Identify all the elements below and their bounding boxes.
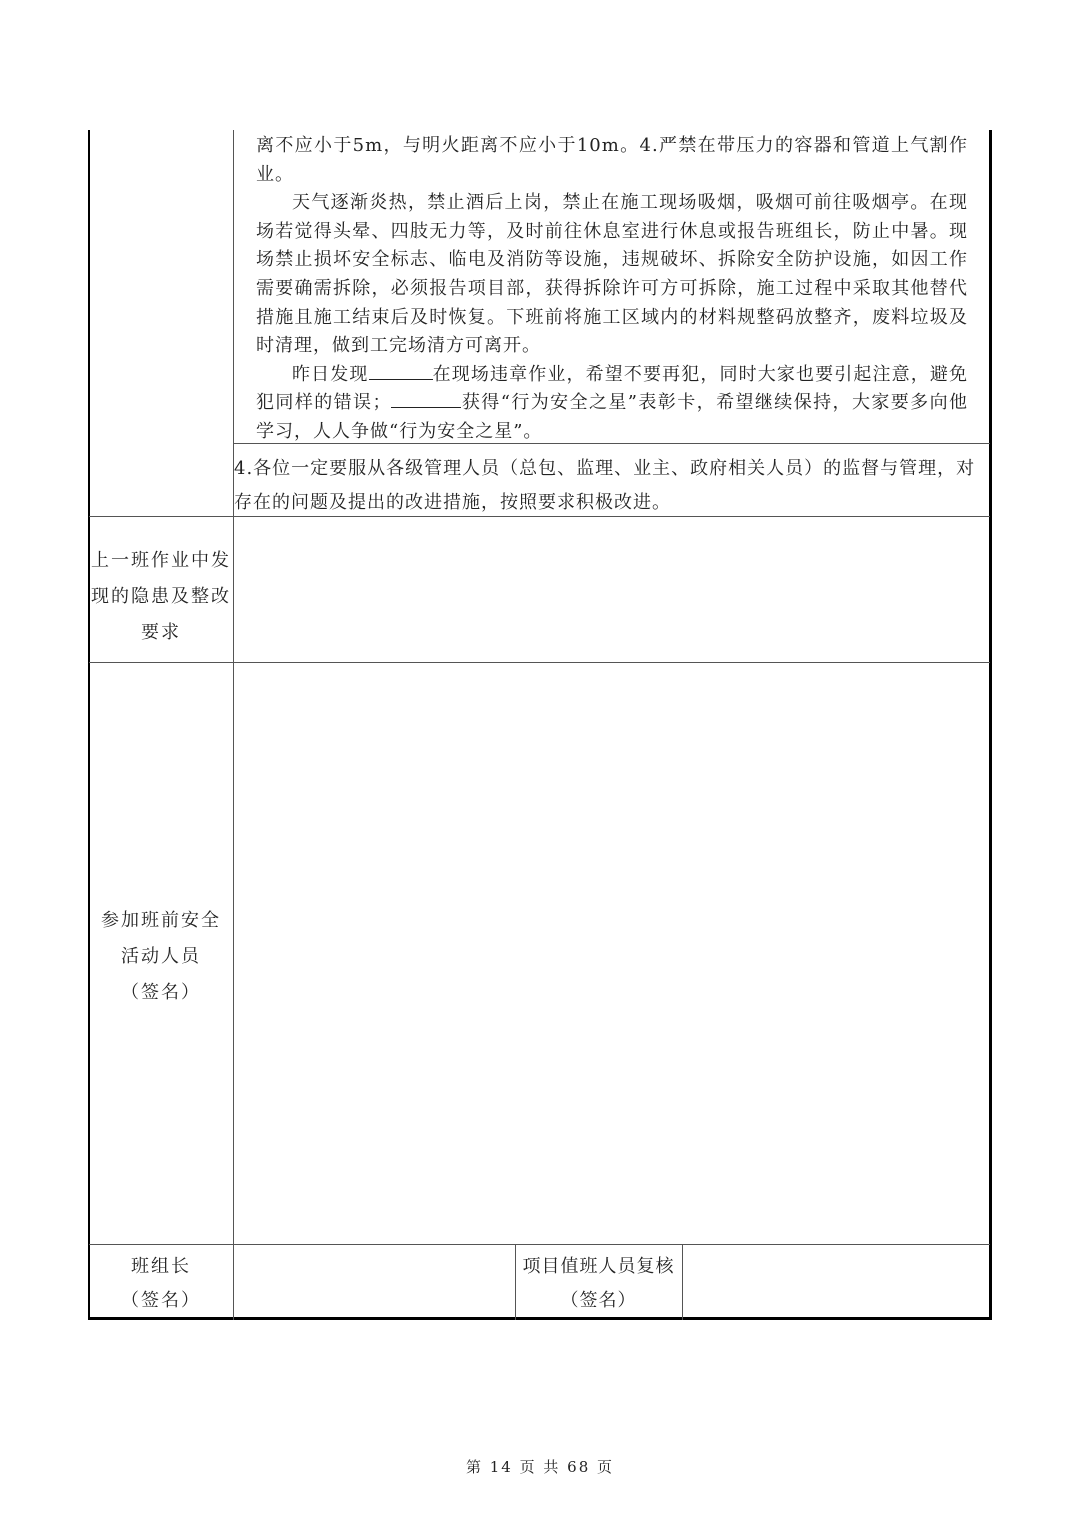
paragraph-heat-safety: 天气逐渐炎热，禁止酒后上岗，禁止在施工现场吸烟，吸烟可前往吸烟亭。在现场若觉得头晕、四肢无力等，及时前往休息室进行休息或报告班组长，防止中暑。现场禁止损坏安全标志、临电及消防等设施，违规破坏、拆除安全防护设施，如因工作需要确需拆除，必须报告项目部，获得拆除许可方可拆除，施工过程中采取其他替代措施且施工结束后及时恢复。下班前将施工区域内的材料规整码放整齐，废料垃圾及时清理，做到工完场清方可离开。 xyxy=(256,192,968,357)
paragraph-gas-cutting: 离不应小于5m，与明火距离不应小于10m。4.严禁在带压力的容器和管道上气割作业。 xyxy=(256,135,968,185)
yesterday-text-b: 在现场违章作业，希望不要再犯，同时大家也要引起注意，避免犯同样的错误； xyxy=(256,363,968,414)
team-leader-label: 班组长 （签名） xyxy=(121,1256,201,1311)
yesterday-text-a: 昨日发现 xyxy=(292,363,369,385)
violator-name-blank[interactable] xyxy=(369,361,433,380)
star-name-blank[interactable] xyxy=(391,389,461,408)
duty-review-signature-cell[interactable] xyxy=(683,1245,990,1318)
hazards-input-cell[interactable] xyxy=(234,517,990,662)
participants-signature-cell[interactable] xyxy=(234,663,990,1244)
page-total: 68 xyxy=(567,1458,591,1476)
page-number: 14 xyxy=(489,1458,513,1476)
page-footer: 第 14 页 共 68 页 xyxy=(465,1458,615,1476)
team-leader-signature-cell[interactable] xyxy=(234,1245,515,1318)
yesterday-text-c: 获得“行为安全之星”表彰卡，希望继续保持，大家要多向他学习，人人争做“行为安全之星”。 xyxy=(256,392,969,442)
paragraph-yesterday xyxy=(256,361,968,447)
item4-text: 4.各位一定要服从各级管理人员（总包、监理、业主、政府相关人员）的监督与管理，对存在的问题及提出的改进措施，按照要求积极改进。 xyxy=(234,458,976,513)
participants-label: 参加班前安全 活动人员 （签名） xyxy=(101,910,221,1003)
hazards-label: 上一班作业中发 现的隐患及整改 要求 xyxy=(91,550,231,643)
safety-content-text xyxy=(256,132,968,447)
duty-review-label: 项目值班人员复核 （签名） xyxy=(522,1256,675,1311)
